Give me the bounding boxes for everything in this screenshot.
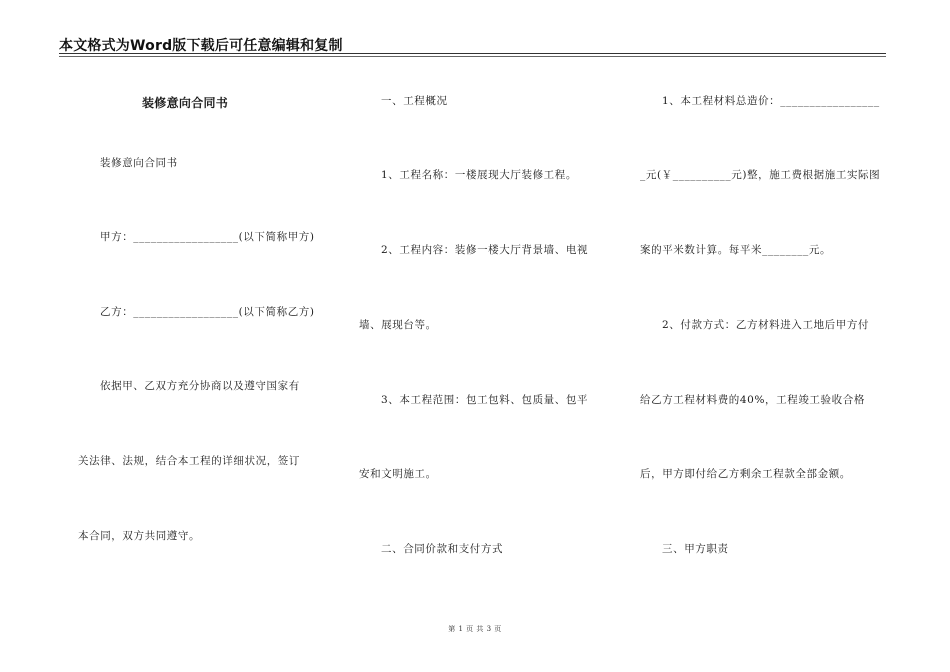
- paragraph-line: 后，甲方即付给乙方剩余工程款全部金额。: [640, 468, 851, 480]
- paragraph-line: 2、付款方式：乙方材料进入工地后甲方付: [662, 319, 870, 331]
- paragraph-line: 依据甲、乙双方充分协商以及遵守国家有: [100, 380, 300, 392]
- section-heading: 一、工程概况: [381, 95, 448, 107]
- section-heading: 三、甲方职责: [662, 543, 729, 555]
- paragraph-line: 1、工程名称：一楼展现大厅装修工程。: [381, 169, 577, 181]
- header-rule-thin: [59, 56, 886, 57]
- paragraph-line: 本合同，双方共同遵守。: [78, 530, 201, 542]
- party-a-line: 甲方：__________________(以下简称甲方): [100, 231, 315, 243]
- paragraph-line: 安和文明施工。: [359, 468, 437, 480]
- header-rule: [59, 53, 886, 54]
- paragraph-line: 1、本工程材料总造价：_________________: [662, 95, 880, 107]
- paragraph-line: 给乙方工程材料费的40%，工程竣工验收合格: [640, 394, 865, 406]
- paragraph-line: 案的平米数计算。每平米________元。: [640, 244, 832, 256]
- section-heading: 二、合同价款和支付方式: [381, 543, 504, 555]
- document-title: 装修意向合同书: [142, 96, 229, 110]
- paragraph-line: 2、工程内容：装修一楼大厅背景墙、电视: [381, 244, 589, 256]
- paragraph-line: 装修意向合同书: [100, 157, 178, 169]
- paragraph-line: 关法律、法规，结合本工程的详细状况，签订: [78, 455, 300, 467]
- paragraph-line: 3、本工程范围：包工包料、包质量、包平: [381, 394, 589, 406]
- paragraph-line: _元(￥__________元)整，施工费根据施工实际图: [640, 169, 881, 181]
- paragraph-line: 墙、展现台等。: [359, 319, 437, 331]
- page-header: 本文格式为Word版下载后可任意编辑和复制: [59, 38, 343, 54]
- page-number: 第 1 页 共 3 页: [448, 625, 502, 633]
- party-b-line: 乙方：__________________(以下简称乙方): [100, 306, 315, 318]
